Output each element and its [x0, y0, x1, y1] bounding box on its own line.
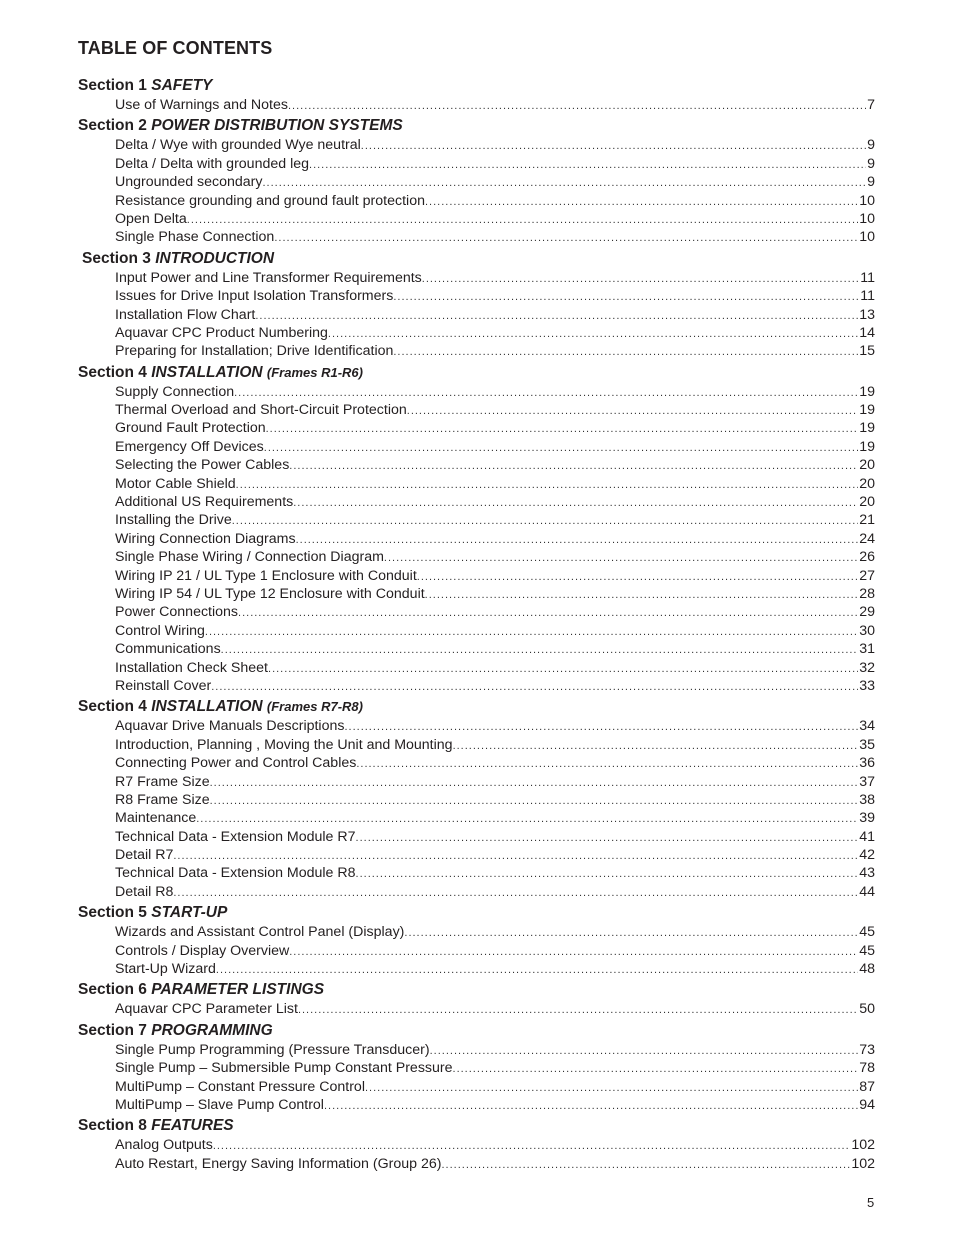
- entry-page-number: 42: [859, 847, 875, 864]
- entry-label: Communications: [115, 641, 221, 658]
- entry-label: Introduction, Planning , Moving the Unit and Mounting: [115, 736, 453, 753]
- section-name: START-UP: [151, 904, 228, 922]
- dot-leader: [361, 137, 866, 154]
- toc-entry[interactable]: [115, 622, 875, 640]
- entry-label: Maintenance: [115, 810, 197, 827]
- dot-leader: [356, 755, 858, 772]
- toc-entry[interactable]: [115, 1041, 875, 1059]
- entry-label: Single Phase Connection: [115, 229, 275, 246]
- dot-leader: [210, 792, 859, 809]
- dot-leader: [238, 604, 858, 621]
- page-title: TABLE OF CONTENTS: [78, 38, 273, 58]
- dot-leader: [289, 457, 858, 474]
- entry-page-number: 14: [859, 324, 875, 341]
- toc-entry[interactable]: [115, 324, 875, 342]
- entry-label: Additional US Requirements: [115, 494, 294, 511]
- entry-page-number: 9: [867, 174, 875, 191]
- entry-label: Control Wiring: [115, 622, 205, 639]
- entry-page-number: 102: [851, 1137, 875, 1154]
- dot-leader: [404, 924, 858, 941]
- entry-label: Start-Up Wizard: [115, 961, 216, 978]
- toc-section: [78, 116, 875, 246]
- section-number: Section 4: [78, 698, 147, 716]
- entry-page-number: 87: [859, 1078, 875, 1095]
- toc-entry[interactable]: [115, 942, 875, 960]
- entry-label: Aquavar Drive Manuals Descriptions: [115, 718, 345, 735]
- entry-label: Wiring IP 54 / UL Type 12 Enclosure with Conduit: [115, 585, 425, 602]
- toc-entry[interactable]: [115, 383, 875, 401]
- entry-label: Aquavar CPC Parameter List: [115, 1001, 298, 1018]
- toc-entry[interactable]: [115, 511, 875, 529]
- section-heading: [78, 903, 875, 923]
- section-name: INSTALLATION: [151, 698, 263, 716]
- entry-page-number: 27: [859, 567, 875, 584]
- dot-leader: [173, 847, 858, 864]
- entry-label: Controls / Display Overview: [115, 942, 290, 959]
- dot-leader: [425, 586, 859, 603]
- entry-page-number: 21: [859, 512, 875, 529]
- toc-entry[interactable]: [115, 960, 875, 978]
- toc-entry[interactable]: [115, 228, 875, 246]
- entry-label: Preparing for Installation; Drive Identification: [115, 343, 394, 360]
- toc-entry[interactable]: [115, 155, 875, 173]
- entry-page-number: 26: [859, 549, 875, 566]
- entry-label: Single Phase Wiring / Connection Diagram: [115, 549, 384, 566]
- dot-leader: [328, 325, 858, 342]
- section-subtitle: (Frames R1-R6): [266, 364, 363, 380]
- entry-label: Reinstall Cover: [115, 677, 212, 694]
- entry-page-number: 43: [859, 865, 875, 882]
- entry-label: Emergency Off Devices: [115, 438, 264, 455]
- toc-section: [78, 903, 875, 978]
- entry-page-number: 28: [859, 585, 875, 602]
- entry-label: Technical Data - Extension Module R7: [115, 828, 356, 845]
- dot-leader: [234, 384, 858, 401]
- dot-leader: [356, 865, 859, 882]
- entry-label: Ungrounded secondary: [115, 174, 263, 191]
- toc-entry[interactable]: [115, 475, 875, 493]
- dot-leader: [324, 1097, 858, 1114]
- dot-leader: [216, 961, 858, 978]
- dot-leader: [205, 623, 858, 640]
- entry-label: R8 Frame Size: [115, 791, 210, 808]
- dot-leader: [393, 343, 858, 360]
- toc-entry[interactable]: [115, 846, 875, 864]
- toc-entry[interactable]: [115, 773, 875, 791]
- entry-page-number: 35: [859, 736, 875, 753]
- entry-page-number: 10: [859, 229, 875, 246]
- toc-entry[interactable]: [115, 828, 875, 846]
- entry-page-number: 39: [859, 810, 875, 827]
- entry-page-number: 32: [859, 659, 875, 676]
- toc-entry[interactable]: [115, 306, 875, 324]
- section-number: Section 5: [78, 904, 147, 922]
- dot-leader: [453, 737, 859, 754]
- dot-leader: [417, 568, 858, 585]
- dot-leader: [441, 1156, 850, 1173]
- section-number: Section 2: [78, 117, 147, 135]
- entry-page-number: 11: [860, 269, 875, 286]
- section-heading: [78, 1021, 875, 1041]
- dot-leader: [296, 531, 859, 548]
- toc-entry[interactable]: [115, 883, 875, 901]
- entry-page-number: 34: [859, 718, 875, 735]
- entry-page-number: 33: [859, 677, 875, 694]
- entry-label: Auto Restart, Energy Saving Information (Group 26): [115, 1155, 442, 1172]
- entry-page-number: 20: [859, 475, 875, 492]
- entry-page-number: 9: [867, 155, 875, 172]
- toc-entry[interactable]: [115, 640, 875, 658]
- entry-label: Supply Connection: [115, 383, 235, 400]
- section-heading: [78, 1116, 875, 1136]
- dot-leader: [211, 678, 858, 695]
- dot-leader: [266, 420, 859, 437]
- entry-page-number: 38: [859, 791, 875, 808]
- entry-label: Technical Data - Extension Module R8: [115, 865, 356, 882]
- toc-entry[interactable]: [115, 659, 875, 677]
- toc-entry[interactable]: [115, 864, 875, 882]
- dot-leader: [384, 549, 858, 566]
- toc-entry[interactable]: [115, 530, 875, 548]
- entry-label: Single Pump Programming (Pressure Transducer): [115, 1041, 430, 1058]
- entry-label: MultiPump – Constant Pressure Control: [115, 1078, 365, 1095]
- toc-entry[interactable]: [115, 192, 875, 210]
- entry-label: Open Delta: [115, 210, 187, 227]
- entry-page-number: 9: [867, 137, 875, 154]
- entry-label: Wiring Connection Diagrams: [115, 530, 296, 547]
- toc-entry[interactable]: [115, 603, 875, 621]
- toc-entry[interactable]: [115, 923, 875, 941]
- entry-page-number: 7: [867, 97, 875, 113]
- toc-section: [78, 249, 875, 361]
- toc-entry[interactable]: [115, 96, 875, 114]
- section-heading: [78, 697, 875, 717]
- entry-label: Aquavar CPC Product Numbering: [115, 324, 328, 341]
- toc-entry[interactable]: [115, 1155, 875, 1173]
- toc-entry[interactable]: [115, 1000, 875, 1018]
- dot-leader: [293, 494, 858, 511]
- table-of-contents: [78, 76, 875, 1175]
- section-number: Section 8: [78, 1117, 147, 1135]
- dot-leader: [264, 439, 858, 456]
- entry-page-number: 30: [859, 622, 875, 639]
- entry-label: MultiPump – Slave Pump Control: [115, 1096, 324, 1113]
- dot-leader: [425, 193, 858, 210]
- toc-entry[interactable]: [115, 809, 875, 827]
- entry-page-number: 45: [859, 942, 875, 959]
- section-number: Section 3: [82, 249, 151, 267]
- toc-entry[interactable]: [115, 1059, 875, 1077]
- entry-label: Use of Warnings and Notes: [115, 97, 288, 113]
- entry-page-number: 10: [859, 192, 875, 209]
- entry-page-number: 73: [859, 1041, 875, 1058]
- entry-label: Detail R7: [115, 847, 174, 864]
- toc-entry[interactable]: [115, 677, 875, 695]
- entry-page-number: 102: [851, 1155, 875, 1172]
- section-heading: [78, 116, 875, 136]
- toc-section: [78, 697, 875, 901]
- entry-page-number: 37: [859, 773, 875, 790]
- section-name: PARAMETER LISTINGS: [151, 981, 325, 999]
- entry-label: Power Connections: [115, 604, 239, 621]
- section-name: FEATURES: [151, 1117, 234, 1135]
- entry-label: Wiring IP 21 / UL Type 1 Enclosure with Conduit: [115, 567, 417, 584]
- dot-leader: [453, 1060, 859, 1077]
- dot-leader: [356, 829, 859, 846]
- entry-label: Analog Outputs: [115, 1137, 213, 1154]
- dot-leader: [422, 270, 860, 287]
- entry-label: Selecting the Power Cables: [115, 457, 290, 474]
- section-name: POWER DISTRIBUTION SYSTEMS: [151, 117, 403, 135]
- entry-page-number: 29: [859, 604, 875, 621]
- section-name: INTRODUCTION: [155, 249, 275, 267]
- entry-label: Ground Fault Protection: [115, 420, 266, 437]
- entry-page-number: 94: [859, 1096, 875, 1113]
- entry-page-number: 19: [859, 438, 875, 455]
- section-name: INSTALLATION: [151, 363, 263, 381]
- toc-entry[interactable]: [115, 1096, 875, 1114]
- toc-entry[interactable]: [115, 269, 875, 287]
- dot-leader: [393, 288, 859, 305]
- entry-label: Delta / Delta with grounded leg: [115, 155, 310, 172]
- entry-label: Input Power and Line Transformer Requirements: [115, 269, 422, 286]
- entry-page-number: 19: [859, 402, 875, 419]
- dot-leader: [263, 174, 867, 191]
- toc-entry[interactable]: [115, 438, 875, 456]
- section-name: SAFETY: [151, 77, 213, 94]
- entry-label: Delta / Wye with grounded Wye neutral: [115, 137, 361, 154]
- entry-label: Installing the Drive: [115, 512, 232, 529]
- toc-entry[interactable]: [115, 210, 875, 228]
- toc-section: [78, 76, 875, 114]
- entry-page-number: 10: [859, 210, 875, 227]
- dot-leader: [236, 476, 859, 493]
- dot-leader: [274, 229, 858, 246]
- entry-label: Issues for Drive Input Isolation Transformers: [115, 288, 394, 305]
- dot-leader: [196, 810, 858, 827]
- section-heading: [78, 76, 875, 96]
- toc-entry[interactable]: [115, 754, 875, 772]
- dot-leader: [255, 307, 858, 324]
- entry-label: Installation Check Sheet: [115, 659, 269, 676]
- entry-page-number: 31: [859, 641, 875, 658]
- dot-leader: [430, 1042, 859, 1059]
- toc-entry[interactable]: [115, 136, 875, 154]
- entry-page-number: 78: [859, 1060, 875, 1077]
- section-number: Section 7: [78, 1021, 147, 1039]
- entry-label: Detail R8: [115, 883, 174, 900]
- entry-page-number: 44: [859, 883, 875, 900]
- toc-entry[interactable]: [115, 401, 875, 419]
- dot-leader: [309, 156, 866, 173]
- toc-entry[interactable]: [115, 717, 875, 735]
- entry-label: Installation Flow Chart: [115, 306, 256, 323]
- entry-page-number: 20: [859, 494, 875, 511]
- dot-leader: [268, 660, 858, 677]
- section-heading: [78, 363, 875, 383]
- section-number: Section 6: [78, 981, 147, 999]
- entry-label: Motor Cable Shield: [115, 475, 236, 492]
- section-name: PROGRAMMING: [151, 1021, 273, 1039]
- toc-entry[interactable]: [115, 456, 875, 474]
- entry-label: R7 Frame Size: [115, 773, 210, 790]
- entry-page-number: 19: [859, 383, 875, 400]
- entry-page-number: 19: [859, 420, 875, 437]
- toc-entry[interactable]: [115, 567, 875, 585]
- toc-entry[interactable]: [115, 419, 875, 437]
- toc-section: [78, 1021, 875, 1115]
- dot-leader: [365, 1079, 858, 1096]
- entry-page-number: 41: [859, 828, 875, 845]
- dot-leader: [187, 211, 858, 228]
- entry-label: Resistance grounding and ground fault protection: [115, 192, 425, 209]
- toc-section: [78, 1116, 875, 1173]
- toc-entry[interactable]: [115, 287, 875, 305]
- dot-leader: [210, 774, 859, 791]
- dot-leader: [232, 512, 859, 529]
- toc-entry[interactable]: [115, 736, 875, 754]
- dot-leader: [298, 1001, 858, 1018]
- entry-page-number: 20: [859, 457, 875, 474]
- section-heading: [78, 249, 875, 269]
- dot-leader: [289, 943, 858, 960]
- section-subtitle: (Frames R7-R8): [266, 699, 363, 715]
- toc-entry[interactable]: [115, 1078, 875, 1096]
- entry-page-number: 45: [859, 924, 875, 941]
- entry-page-number: 13: [859, 306, 875, 323]
- toc-section: [78, 980, 875, 1018]
- toc-section: [78, 363, 875, 696]
- dot-leader: [213, 1137, 851, 1154]
- dot-leader: [407, 402, 858, 419]
- section-number: Section 4: [78, 363, 147, 381]
- entry-page-number: 11: [860, 288, 875, 305]
- dot-leader: [173, 884, 858, 901]
- dot-leader: [288, 97, 866, 114]
- entry-label: Single Pump – Submersible Pump Constant Pressure: [115, 1060, 453, 1077]
- dot-leader: [344, 718, 858, 735]
- entry-page-number: 48: [859, 961, 875, 978]
- entry-page-number: 50: [859, 1001, 875, 1018]
- dot-leader: [221, 641, 859, 658]
- toc-entry[interactable]: [115, 493, 875, 511]
- entry-label: Wizards and Assistant Control Panel (Display): [115, 924, 405, 941]
- toc-entry[interactable]: [115, 585, 875, 603]
- toc-entry[interactable]: [115, 173, 875, 191]
- toc-entry[interactable]: [115, 1136, 875, 1154]
- section-heading: [78, 980, 875, 1000]
- entry-label: Connecting Power and Control Cables: [115, 755, 357, 772]
- entry-page-number: 36: [859, 755, 875, 772]
- toc-entry[interactable]: [115, 342, 875, 360]
- entry-page-number: 15: [859, 343, 875, 360]
- page-number: 5: [867, 1195, 875, 1210]
- entry-label: Thermal Overload and Short-Circuit Protection: [115, 402, 407, 419]
- section-number: Section 1: [78, 77, 147, 94]
- toc-entry[interactable]: [115, 548, 875, 566]
- toc-entry[interactable]: [115, 791, 875, 809]
- entry-page-number: 24: [859, 530, 875, 547]
